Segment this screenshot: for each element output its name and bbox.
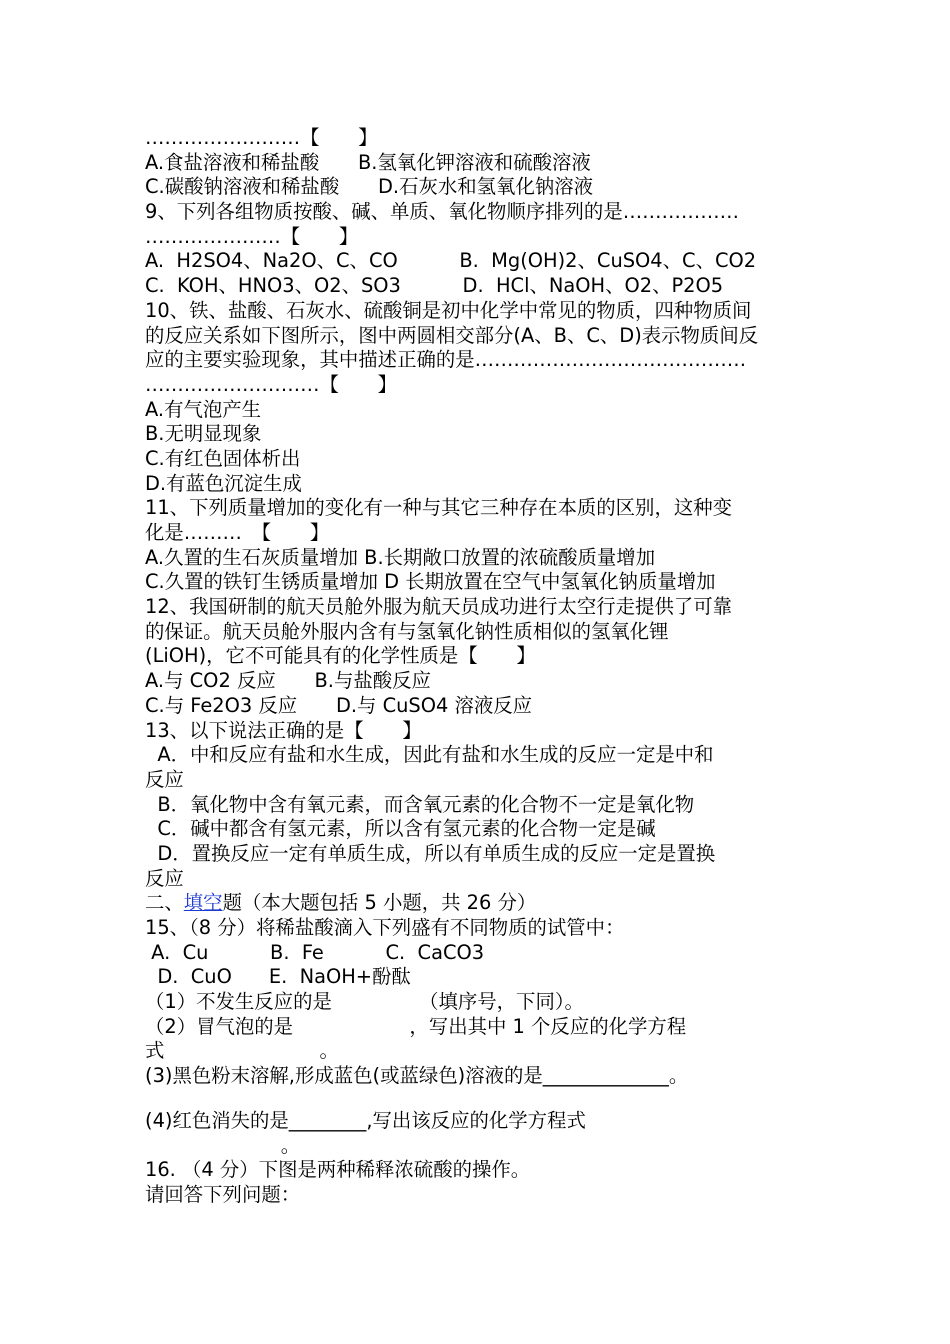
- text-line: 9、下列各组物质按酸、碱、单质、氧化物顺序排列的是………………: [145, 200, 740, 224]
- text-line: (3)黑色粉末溶解,形成蓝色(或蓝绿色)溶液的是_____________。: [145, 1064, 689, 1088]
- questions-section-1: [145, 126, 810, 891]
- text-line: C．碱中都含有氢元素，所以含有氢元素的化合物一定是碱: [145, 817, 656, 841]
- text-line: 10、铁、盐酸、石灰水、硫酸铜是初中化学中常见的物质，四种物质间: [145, 298, 752, 322]
- text-line: 反应: [145, 866, 184, 890]
- text-line: （2）冒气泡的是 ，写出其中 1 个反应的化学方程: [145, 1014, 687, 1038]
- text-line: 式 。: [145, 1039, 339, 1063]
- text-line: （1）不发生反应的是 （填序号，下同）。: [145, 990, 584, 1014]
- questions-section-2: [145, 916, 810, 1089]
- text-line: 12、我国研制的航天员舱外服为航天员成功进行太空行走提供了可靠: [145, 595, 733, 619]
- text-line: D. CuO E. NaOH+酚酞: [145, 965, 411, 989]
- text-line: A. Cu B. Fe C. CaCO3: [145, 940, 485, 964]
- text-line: 的保证。航天员舱外服内含有与氢氧化钠性质相似的氢氧化锂: [145, 619, 669, 643]
- text-line: ………………………【 】: [145, 372, 398, 396]
- document-page: [145, 126, 810, 1208]
- text-line: 。: [145, 1133, 301, 1157]
- section-2-prefix: 二、: [145, 891, 184, 915]
- text-line: C.与 Fe2O3 反应 D.与 CuSO4 溶液反应: [145, 693, 533, 717]
- text-line: (4)红色消失的是________,写出该反应的化学方程式: [145, 1108, 586, 1132]
- text-line: 反应: [145, 767, 184, 791]
- blank-gap: [145, 1089, 810, 1109]
- text-line: 16. （4 分）下图是两种稀释浓硫酸的操作。: [145, 1158, 531, 1182]
- text-line: (LiOH)，它不可能具有的化学性质是【 】: [145, 644, 536, 668]
- text-line: 15、（8 分）将稀盐酸滴入下列盛有不同物质的试管中：: [145, 916, 625, 939]
- text-line: B.无明显现象: [145, 422, 262, 446]
- section-2-suffix: 题（本大题包括 5 小题，共 26 分）: [222, 891, 537, 915]
- text-line: …………………【 】: [145, 224, 359, 248]
- text-line: A.久置的生石灰质量增加 B.长期敞口放置的浓硫酸质量增加: [145, 545, 656, 569]
- text-line: A.有气泡产生: [145, 397, 262, 421]
- text-line: 13、以下说法正确的是【 】: [145, 718, 422, 742]
- section-2-heading: [145, 891, 810, 916]
- text-line: C.有红色固体析出: [145, 446, 301, 470]
- fill-blank-link[interactable]: 填空: [183, 891, 223, 915]
- text-line: A. H2SO4、Na2O、C、CO B. Mg(OH)2、CuSO4、C、CO2: [145, 249, 757, 273]
- text-line: B．氧化物中含有氧元素，而含氧元素的化合物不一定是氧化物: [145, 792, 695, 816]
- text-line: C.碳酸钠溶液和稀盐酸 D.石灰水和氢氧化钠溶液: [145, 175, 594, 199]
- text-line: A.食盐溶液和稀盐酸 B.氢氧化钾溶液和硫酸溶液: [145, 150, 591, 174]
- text-line: D.有蓝色沉淀生成: [145, 471, 302, 495]
- text-line: 请回答下列问题：: [145, 1182, 301, 1206]
- text-line: C.久置的铁钉生锈质量增加 D 长期放置在空气中氢氧化钠质量增加: [145, 570, 716, 594]
- text-line: A．中和反应有盐和水生成，因此有盐和水生成的反应一定是中和: [145, 743, 714, 767]
- text-line: C. KOH、HNO3、O2、SO3 D. HCl、NaOH、O2、P2O5: [145, 274, 724, 298]
- text-line: ……………………【 】: [145, 126, 378, 149]
- text-line: A.与 CO2 反应 B.与盐酸反应: [145, 669, 431, 693]
- text-line: D．置换反应一定有单质生成，所以有单质生成的反应一定是置换: [145, 841, 716, 865]
- text-line: 的反应关系如下图所示，图中两圆相交部分(A、B、C、D)表示物质间反: [145, 323, 759, 347]
- text-line: 11、下列质量增加的变化有一种与其它三种存在本质的区别，这种变: [145, 496, 733, 520]
- questions-section-3: [145, 1109, 810, 1208]
- text-line: 化是……… 【 】: [145, 521, 330, 544]
- text-line: 应的主要实验现象，其中描述正确的是……………………………………: [145, 348, 747, 372]
